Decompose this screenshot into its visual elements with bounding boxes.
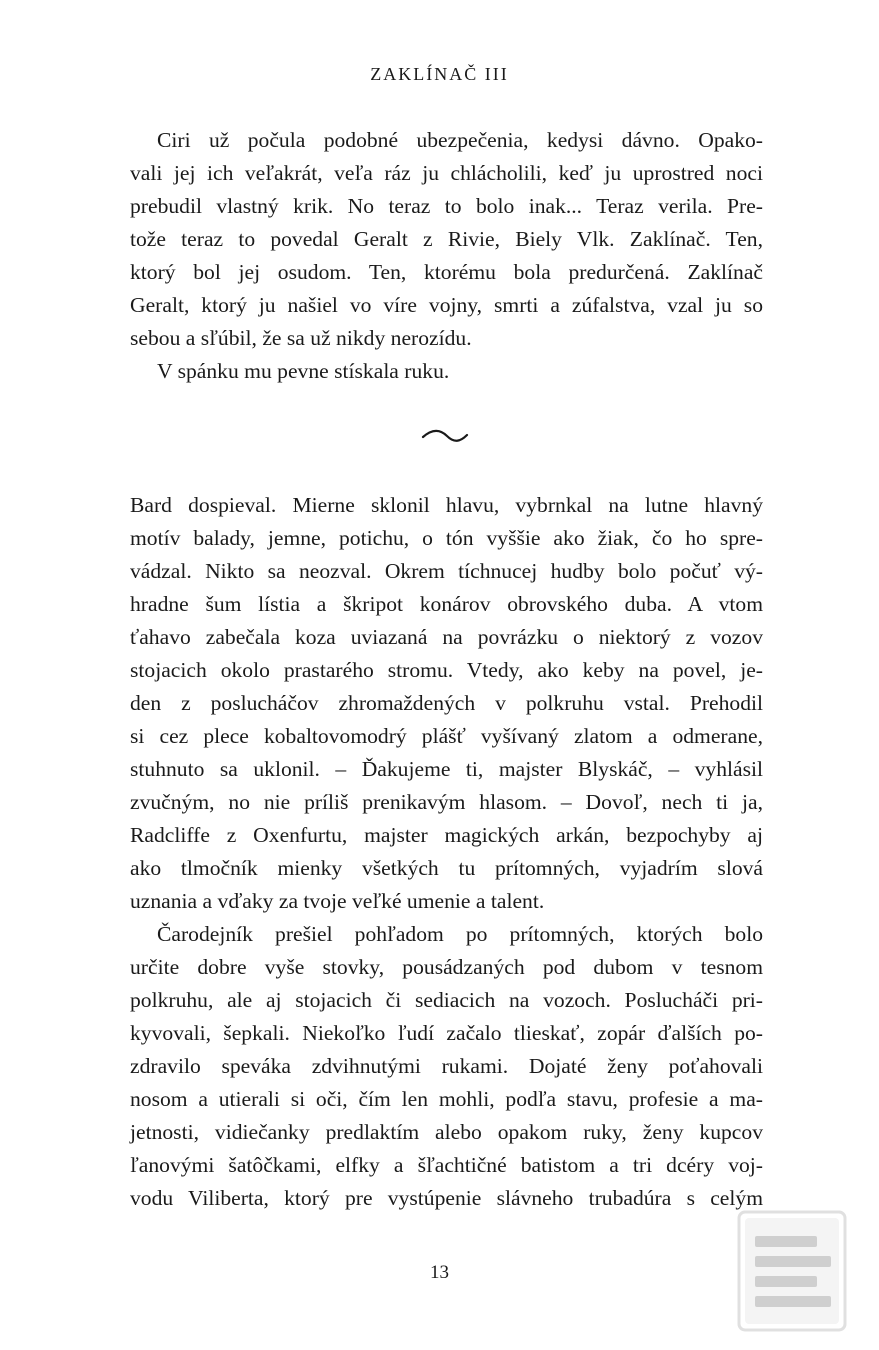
- text-line: vali jej ich veľakrát, veľa ráz ju chlácholili, keď ju uprostred noci: [130, 161, 763, 185]
- text-line: ktorý bol jej osudom. Ten, ktorému bola predurčená. Zaklínač: [130, 260, 763, 284]
- text-line: motív balady, jemne, potichu, o tón vyššie ako žiak, čo ho spre-: [130, 526, 763, 550]
- text-line: sebou a sľúbil, že sa už nikdy nerozídu.: [130, 326, 472, 350]
- text-line: určite dobre vyše stovky, pousádzaných pod dubom v tesnom: [130, 955, 763, 979]
- text-line: den z poslucháčov zhromaždených v polkruhu vstal. Prehodil: [130, 691, 763, 715]
- text-block-before-break: [130, 124, 763, 388]
- text-line: Ciri už počula podobné ubezpečenia, kedysi dávno. Opako-: [157, 128, 763, 152]
- text-line: si cez plece kobaltovomodrý plášť vyšívaný zlatom a odmerane,: [130, 724, 763, 748]
- text-line: ako tlmočník mienky všetkých tu prítomných, vyjadrím slová: [130, 856, 763, 880]
- text-line: hradne šum lístia a škripot konárov obrovského duba. A vtom: [130, 592, 763, 616]
- text-line: zvučným, no nie príliš prenikavým hlasom. – Dovoľ, nech ti ja,: [130, 790, 763, 814]
- tilde-ornament-icon: [420, 426, 470, 446]
- text-line: V spánku mu pevne stískala ruku.: [157, 359, 450, 383]
- text-line: zdravilo speváka zdvihnutými rukami. Dojaté ženy poťahovali: [130, 1054, 763, 1078]
- text-line: kyvovali, šepkali. Niekoľko ľudí začalo tlieskať, zopár ďalších po-: [130, 1021, 763, 1045]
- text-line: ľanovými šatôčkami, elfky a šľachtičné batistom a tri dcéry voj-: [130, 1153, 763, 1177]
- text-line: stuhnuto sa uklonil. – Ďakujeme ti, majster Blyskáč, – vyhlásil: [130, 757, 763, 781]
- document-lines-icon[interactable]: [733, 1206, 851, 1336]
- text-line: Bard dospieval. Mierne sklonil hlavu, vybrnkal na lutne hlavný: [130, 493, 763, 517]
- text-line: polkruhu, ale aj stojacich či sediacich na vozoch. Poslucháči pri-: [130, 988, 763, 1012]
- text-line: vádzal. Nikto sa neozval. Okrem tíchnucej hudby bolo počuť vý-: [130, 559, 763, 583]
- text-line: Čarodejník prešiel pohľadom po prítomných, ktorých bolo: [157, 922, 763, 946]
- text-line: vodu Viliberta, ktorý pre vystúpenie slávneho trubadúra s celým: [130, 1186, 763, 1210]
- text-line: stojacich okolo prastarého stromu. Vtedy, ako keby na povel, je-: [130, 658, 763, 682]
- text-line: prebudil vlastný krik. No teraz to bolo inak... Teraz verila. Pre-: [130, 194, 763, 218]
- text-line: Geralt, ktorý ju našiel vo víre vojny, smrti a zúfalstva, vzal ju so: [130, 293, 763, 317]
- page-number: 13: [430, 1262, 449, 1283]
- text-line: jetnosti, vidiečanky predlaktím alebo opakom ruky, ženy kupcov: [130, 1120, 763, 1144]
- running-title: ZAKLÍNAČ III: [370, 64, 509, 84]
- text-line: Radcliffe z Oxenfurtu, majster magických arkán, bezpochyby aj: [130, 823, 763, 847]
- text-line: nosom a utierali si oči, čím len mohli, podľa stavu, profesie a ma-: [130, 1087, 763, 1111]
- text-line: uznania a vďaky za tvoje veľké umenie a talent.: [130, 889, 545, 913]
- text-line: ťahavo zabečala koza uviazaná na povrázku o niektorý z vozov: [130, 625, 763, 649]
- text-line: tože teraz to povedal Geralt z Rivie, Biely Vlk. Zaklínač. Ten,: [130, 227, 763, 251]
- text-block-after-break: [130, 489, 763, 1215]
